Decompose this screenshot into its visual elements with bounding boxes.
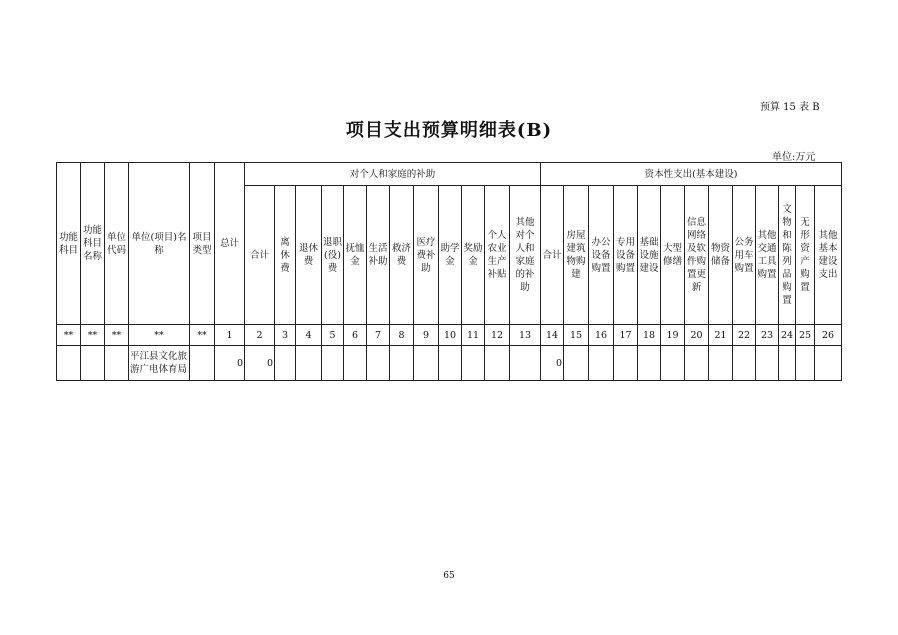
- unit-name-cell: 平江县文化旅游广电体育局: [129, 346, 190, 381]
- index-cell: 3: [275, 325, 296, 346]
- index-cell: 19: [661, 325, 685, 346]
- index-cell: 2: [245, 325, 275, 346]
- col-header-intangible-assets: 无形资产购置: [796, 186, 815, 325]
- group-header-personal: 对个人和家庭的补助: [245, 163, 541, 186]
- empty-cell: [275, 346, 296, 381]
- col-header-stipend: 助学金: [439, 186, 462, 325]
- empty-cell: [439, 346, 462, 381]
- index-cell: 7: [367, 325, 390, 346]
- col-header-other-transport: 其他交通工具购置: [756, 186, 779, 325]
- col-header-major-repair: 大型修缮: [661, 186, 685, 325]
- table-row: [57, 346, 842, 381]
- empty-cell: [589, 346, 614, 381]
- page-number: 65: [443, 571, 455, 581]
- empty-cell: [81, 346, 105, 381]
- index-cell: 8: [390, 325, 414, 346]
- col-header-medical-subsidy: 医疗费补助: [414, 186, 439, 325]
- index-cell: 26: [815, 325, 842, 346]
- empty-cell: [390, 346, 414, 381]
- empty-cell: [485, 346, 510, 381]
- empty-cell: [564, 346, 589, 381]
- col-header-cultural-relics: 文物和陈列品购置: [779, 186, 796, 325]
- index-cell: 10: [439, 325, 462, 346]
- index-cell: **: [57, 325, 81, 346]
- empty-cell: [685, 346, 709, 381]
- personal-subtotal-cell: 0: [245, 346, 275, 381]
- empty-cell: [462, 346, 485, 381]
- total-cell: 0: [215, 346, 245, 381]
- group-header-capital: 资本性支出(基本建设): [541, 163, 842, 186]
- index-cell: **: [105, 325, 129, 346]
- index-cell: 18: [638, 325, 661, 346]
- empty-cell: [105, 346, 129, 381]
- index-cell: 22: [733, 325, 756, 346]
- col-header-infrastructure: 基础设施建设: [638, 186, 661, 325]
- index-cell: **: [129, 325, 190, 346]
- col-header-unit-name: 单位(项目)名称: [129, 163, 190, 325]
- col-header-function-code: 功能科目: [57, 163, 81, 325]
- col-header-relief: 救济费: [390, 186, 414, 325]
- index-cell: 14: [541, 325, 564, 346]
- empty-cell: [733, 346, 756, 381]
- index-cell: 23: [756, 325, 779, 346]
- empty-cell: [510, 346, 541, 381]
- empty-cell: [815, 346, 842, 381]
- index-cell: 11: [462, 325, 485, 346]
- col-header-it-software: 信息网络及软件购置更新: [685, 186, 709, 325]
- index-cell: 12: [485, 325, 510, 346]
- empty-cell: [296, 346, 322, 381]
- col-header-office-equipment: 办公设备购置: [589, 186, 614, 325]
- index-cell: **: [81, 325, 105, 346]
- budget-table: [56, 162, 842, 381]
- index-cell: 16: [589, 325, 614, 346]
- empty-cell: [779, 346, 796, 381]
- empty-cell: [661, 346, 685, 381]
- col-header-project-type: 项目类型: [190, 163, 215, 325]
- index-cell: 17: [614, 325, 638, 346]
- col-header-other-capital: 其他基本建设支出: [815, 186, 842, 325]
- col-header-living-subsidy: 生活补助: [367, 186, 390, 325]
- index-cell: **: [190, 325, 215, 346]
- empty-cell: [756, 346, 779, 381]
- empty-cell: [344, 346, 367, 381]
- col-header-buildings: 房屋建筑物购建: [564, 186, 589, 325]
- index-cell: 6: [344, 325, 367, 346]
- empty-cell: [638, 346, 661, 381]
- col-header-bonus: 奖励金: [462, 186, 485, 325]
- empty-cell: [796, 346, 815, 381]
- index-row: [57, 325, 842, 346]
- col-header-agri-subsidy: 个人农业生产补贴: [485, 186, 510, 325]
- index-cell: 1: [215, 325, 245, 346]
- empty-cell: [322, 346, 344, 381]
- empty-cell: [614, 346, 638, 381]
- empty-cell: [709, 346, 733, 381]
- col-header-material-reserve: 物资储备: [709, 186, 733, 325]
- empty-cell: [57, 346, 81, 381]
- capital-subtotal-cell: 0: [541, 346, 564, 381]
- col-header-unit-code: 单位代码: [105, 163, 129, 325]
- index-cell: 20: [685, 325, 709, 346]
- col-header-pension: 退休费: [296, 186, 322, 325]
- col-header-personal-subtotal: 合计: [245, 186, 275, 325]
- index-cell: 24: [779, 325, 796, 346]
- empty-cell: [367, 346, 390, 381]
- empty-cell: [190, 346, 215, 381]
- col-header-function-name: 功能科目名称: [81, 163, 105, 325]
- col-header-resignation-pay: 退职(役)费: [322, 186, 344, 325]
- index-cell: 25: [796, 325, 815, 346]
- index-cell: 5: [322, 325, 344, 346]
- index-cell: 4: [296, 325, 322, 346]
- col-header-capital-subtotal: 合计: [541, 186, 564, 325]
- index-cell: 21: [709, 325, 733, 346]
- index-cell: 15: [564, 325, 589, 346]
- col-header-official-vehicle: 公务用车购置: [733, 186, 756, 325]
- index-cell: 9: [414, 325, 439, 346]
- col-header-other-personal: 其他对个人和家庭的补助: [510, 186, 541, 325]
- col-header-special-equipment: 专用设备购置: [614, 186, 638, 325]
- page-title: 项目支出预算明细表(B): [345, 120, 553, 141]
- col-header-retirement-pay: 离休费: [275, 186, 296, 325]
- col-header-compensation: 抚恤金: [344, 186, 367, 325]
- table-code: 预算 15 表 B: [760, 102, 820, 113]
- empty-cell: [414, 346, 439, 381]
- unit-label: 单位:万元: [772, 152, 816, 163]
- col-header-total: 总计: [215, 163, 245, 325]
- index-cell: 13: [510, 325, 541, 346]
